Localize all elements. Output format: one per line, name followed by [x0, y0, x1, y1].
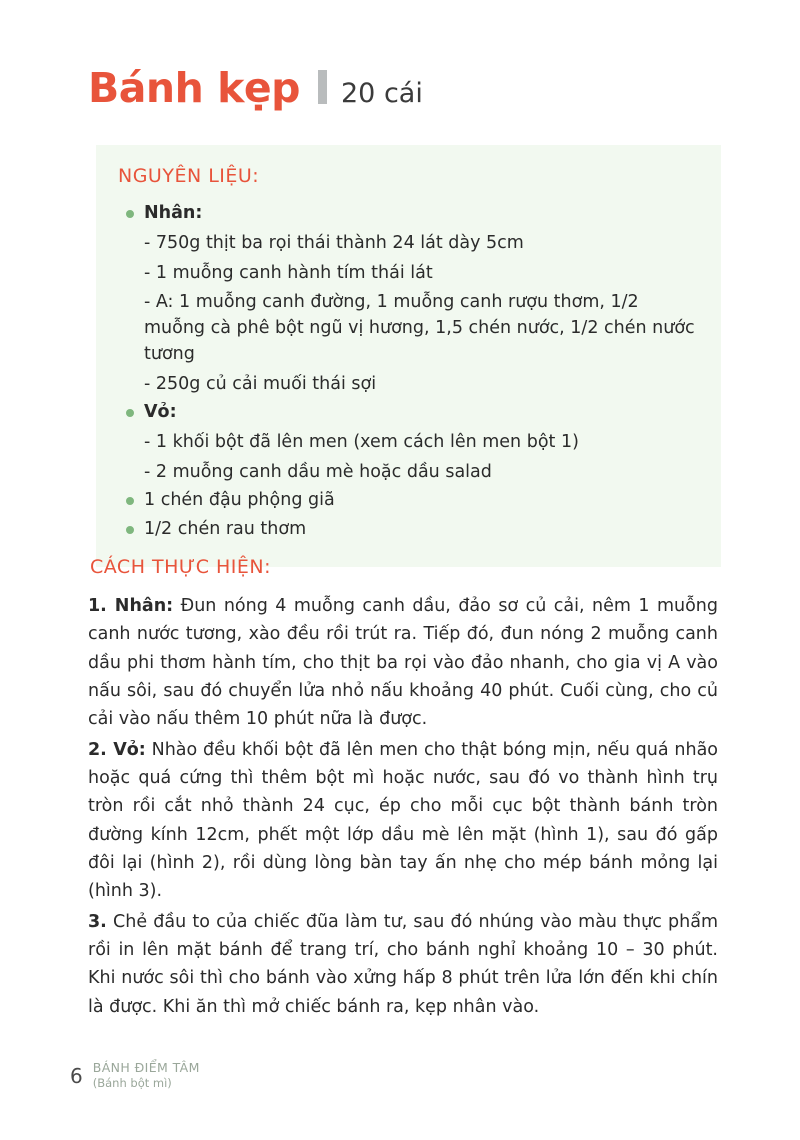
bullet-dot-icon	[126, 497, 134, 505]
bullet-dot-icon	[126, 409, 134, 417]
page-title: Bánh kẹp	[88, 64, 300, 112]
ingredient-item: - 250g củ cải muối thái sợi	[144, 373, 377, 394]
ingredient-item: - 1 khối bột đã lên men (xem cách lên men bột 1)	[144, 432, 579, 453]
ingredient-item: - 1 muỗng canh hành tím thái lát	[144, 262, 433, 283]
method-step	[88, 908, 718, 1021]
footer-texts	[93, 1052, 200, 1090]
ingredient-group-label	[126, 400, 721, 425]
ingredients-panel	[96, 145, 721, 567]
method-step-text: Chẻ đầu to của chiếc đũa làm tư, sau đó nhúng vào màu thực phẩm rồi in lên mặt bánh để trang trí, cho bánh nghỉ khoảng 10 – 30 phút. Khi nước sôi thì cho bánh vào xửng hấp 8 phút trên lửa lớn đến khi chín là được. Khi ăn thì mở chiếc bánh ra, kẹp nhân vào.	[88, 911, 718, 1017]
title-row	[88, 64, 423, 112]
ingredient-item: - 2 muỗng canh dầu mè hoặc dầu salad	[144, 461, 492, 482]
ingredients-heading: NGUYÊN LIỆU:	[118, 165, 260, 187]
bullet-dot-icon	[126, 210, 134, 218]
ingredient-item-label: 1 chén đậu phộng giã	[144, 489, 335, 510]
page-footer	[70, 1052, 200, 1090]
ingredient-group-label	[126, 201, 721, 226]
method-step	[88, 736, 718, 906]
method-section	[88, 556, 718, 1023]
ingredient-group-title: Nhân:	[144, 203, 203, 223]
bullet-dot-icon	[126, 526, 134, 534]
method-step	[88, 592, 718, 734]
ingredient-item: - A: 1 muỗng canh đường, 1 muỗng canh rượu thơm, 1/2 muỗng cà phê bột ngũ vị hương, 1,5 chén nước, 1/2 chén nước tương	[144, 291, 695, 365]
ingredient-item	[126, 517, 721, 542]
page-number: 6	[70, 1064, 83, 1088]
method-step-text: Nhào đều khối bột đã lên men cho thật bóng mịn, nếu quá nhão hoặc quá cứng thì thêm bột mì hoặc nước, sau đó vo thành hình trụ tròn rồi cắt nhỏ thành 24 cục, ép cho mỗi cục bột thành bánh tròn đường kính 12cm, phết một lớp dầu mè lên mặt (hình 1), sau đó gấp đôi lại (hình 2), rồi dùng lòng bàn tay ấn nhẹ cho mép bánh mỏng lại (hình 3).	[88, 739, 718, 902]
method-step-number: 1. Nhân:	[88, 596, 174, 616]
method-step-text: Đun nóng 4 muỗng canh dầu, đảo sơ củ cải, nêm 1 muỗng canh nước tương, xào đều rồi trút ra. Tiếp đó, đun nóng 2 muỗng canh dầu phi thơm hành tím, cho thịt ba rọi vào đảo nhanh, cho gia vị A vào nấu sôi, sau đó chuyển lửa nhỏ nấu khoảng 40 phút. Cuối cùng, cho củ cải vào nấu thêm 10 phút nữa là được.	[88, 596, 718, 730]
book-title: BÁNH ĐIỂM TÂM	[92, 1060, 200, 1075]
method-heading: CÁCH THỰC HIỆN:	[90, 556, 272, 578]
book-subtitle: (Bánh bột mì)	[92, 1075, 172, 1090]
method-step-number: 3.	[88, 911, 107, 932]
ingredient-item	[126, 488, 721, 513]
ingredient-item: - 750g thịt ba rọi thái thành 24 lát dày 5cm	[144, 233, 524, 254]
method-step-number: 2. Vỏ:	[88, 739, 146, 760]
ingredient-group-title: Vỏ:	[144, 401, 177, 422]
recipe-yield: 20 cái	[341, 78, 423, 109]
ingredient-item-label: 1/2 chén rau thơm	[144, 519, 307, 540]
title-divider	[318, 70, 327, 104]
